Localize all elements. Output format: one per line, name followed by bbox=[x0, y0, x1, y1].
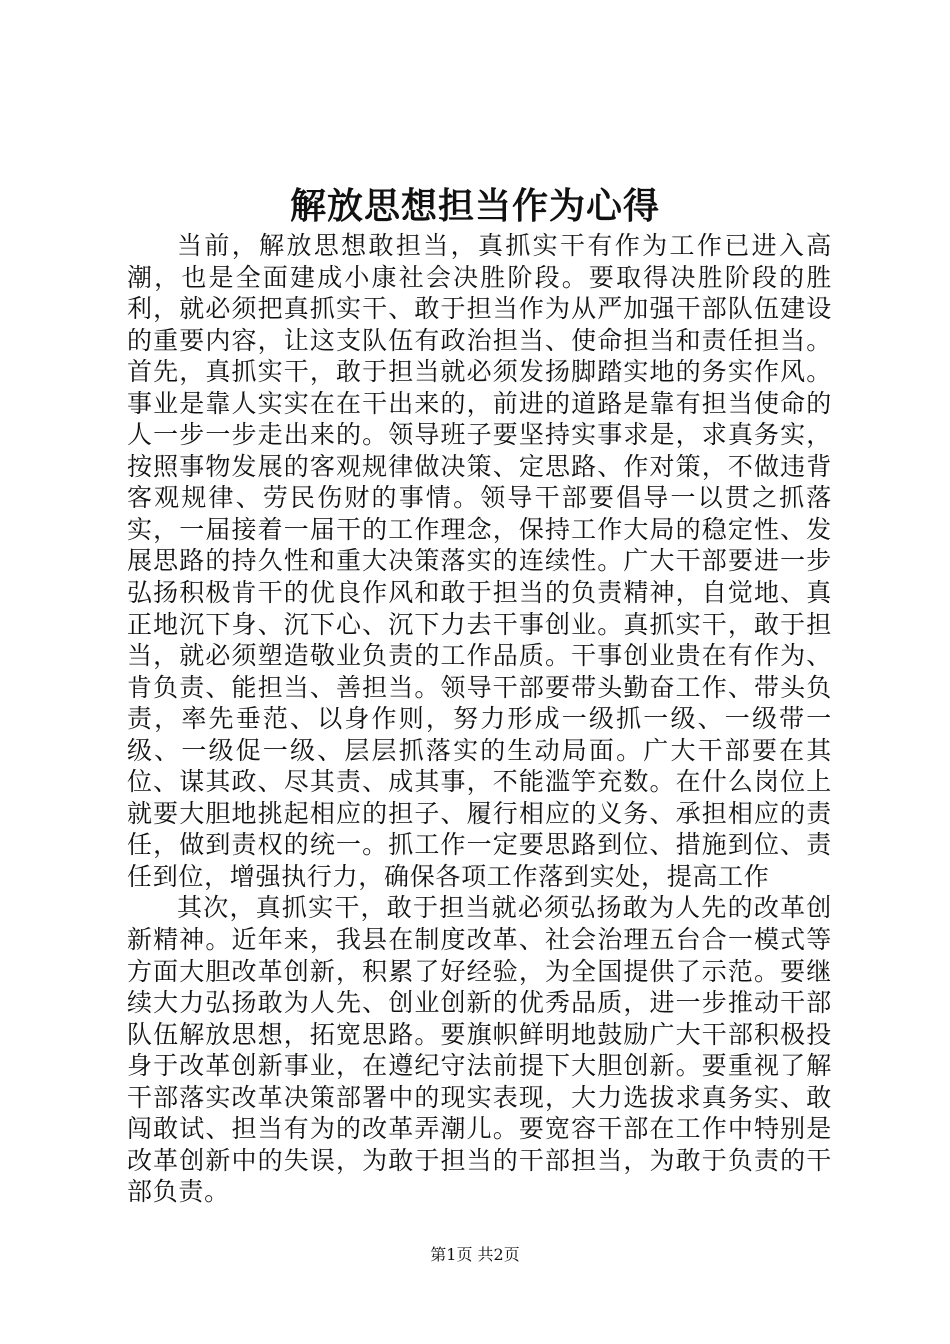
paragraph-1: 当前，解放思想敢担当，真抓实干有作为工作已进入高潮，也是全面建成小康社会决胜阶段。要取得决胜阶段的胜利，就必须把真抓实干、敢于担当作为从严加强干部队伍建设的重要内容，让这支队伍有政治担当、使命担当和责任担当。首先，真抓实干，敢于担当就必须发扬脚踏实地的务实作风。事业是靠人实实在在干出来的，前进的道路是靠有担当使命的人一步一步走出来的。领导班子要坚持实事求是，求真务实，按照事物发展的客观规律做决策、定思路、作对策，不做违背客观规律、劳民伤财的事情。领导干部要倡导一以贯之抓落实，一届接着一届干的工作理念，保持工作大局的稳定性、发展思路的持久性和重大决策落实的连续性。广大干部要进一步弘扬积极肯干的优良作风和敢于担当的负责精神，自觉地、真正地沉下身、沉下心、沉下力去干事创业。真抓实干，敢于担当，就必须塑造敬业负责的工作品质。干事创业贵在有作为、肯负责、能担当、善担当。领导干部要带头勤奋工作、带头负责，率先垂范、以身作则，努力形成一级抓一级、一级带一级、一级促一级、层层抓落实的生动局面。广大干部要在其位、谋其政、尽其责、成其事，不能滥竽充数。在什么岗位上就要大胆地挑起相应的担子、履行相应的义务、承担相应的责任，做到责权的统一。抓工作一定要思路到位、措施到位、责任到位，增强执行力，确保各项工作落到实处，提高工作 bbox=[127, 231, 832, 891]
page-footer: 第1页 共2页 bbox=[430, 1245, 520, 1264]
document-title: 解放思想担当作为心得 bbox=[289, 186, 660, 227]
document-body bbox=[127, 230, 832, 1208]
paragraph-2: 其次，真抓实干，敢于担当就必须弘扬敢为人先的改革创新精神。近年来，我县在制度改革、社会治理五台合一模式等方面大胆改革创新，积累了好经验，为全国提供了示范。要继续大力弘扬敢为人先、创业创新的优秀品质，进一步推动干部队伍解放思想，拓宽思路。要旗帜鲜明地鼓励广大干部积极投身于改革创新事业，在遵纪守法前提下大胆创新。要重视了解干部落实改革决策部署中的现实表现，大力选拔求真务实、敢闯敢试、担当有为的改革弄潮儿。要宽容干部在工作中特别是改革创新中的失误，为敢于担当的干部担当，为敢于负责的干部负责。 bbox=[127, 893, 832, 1207]
